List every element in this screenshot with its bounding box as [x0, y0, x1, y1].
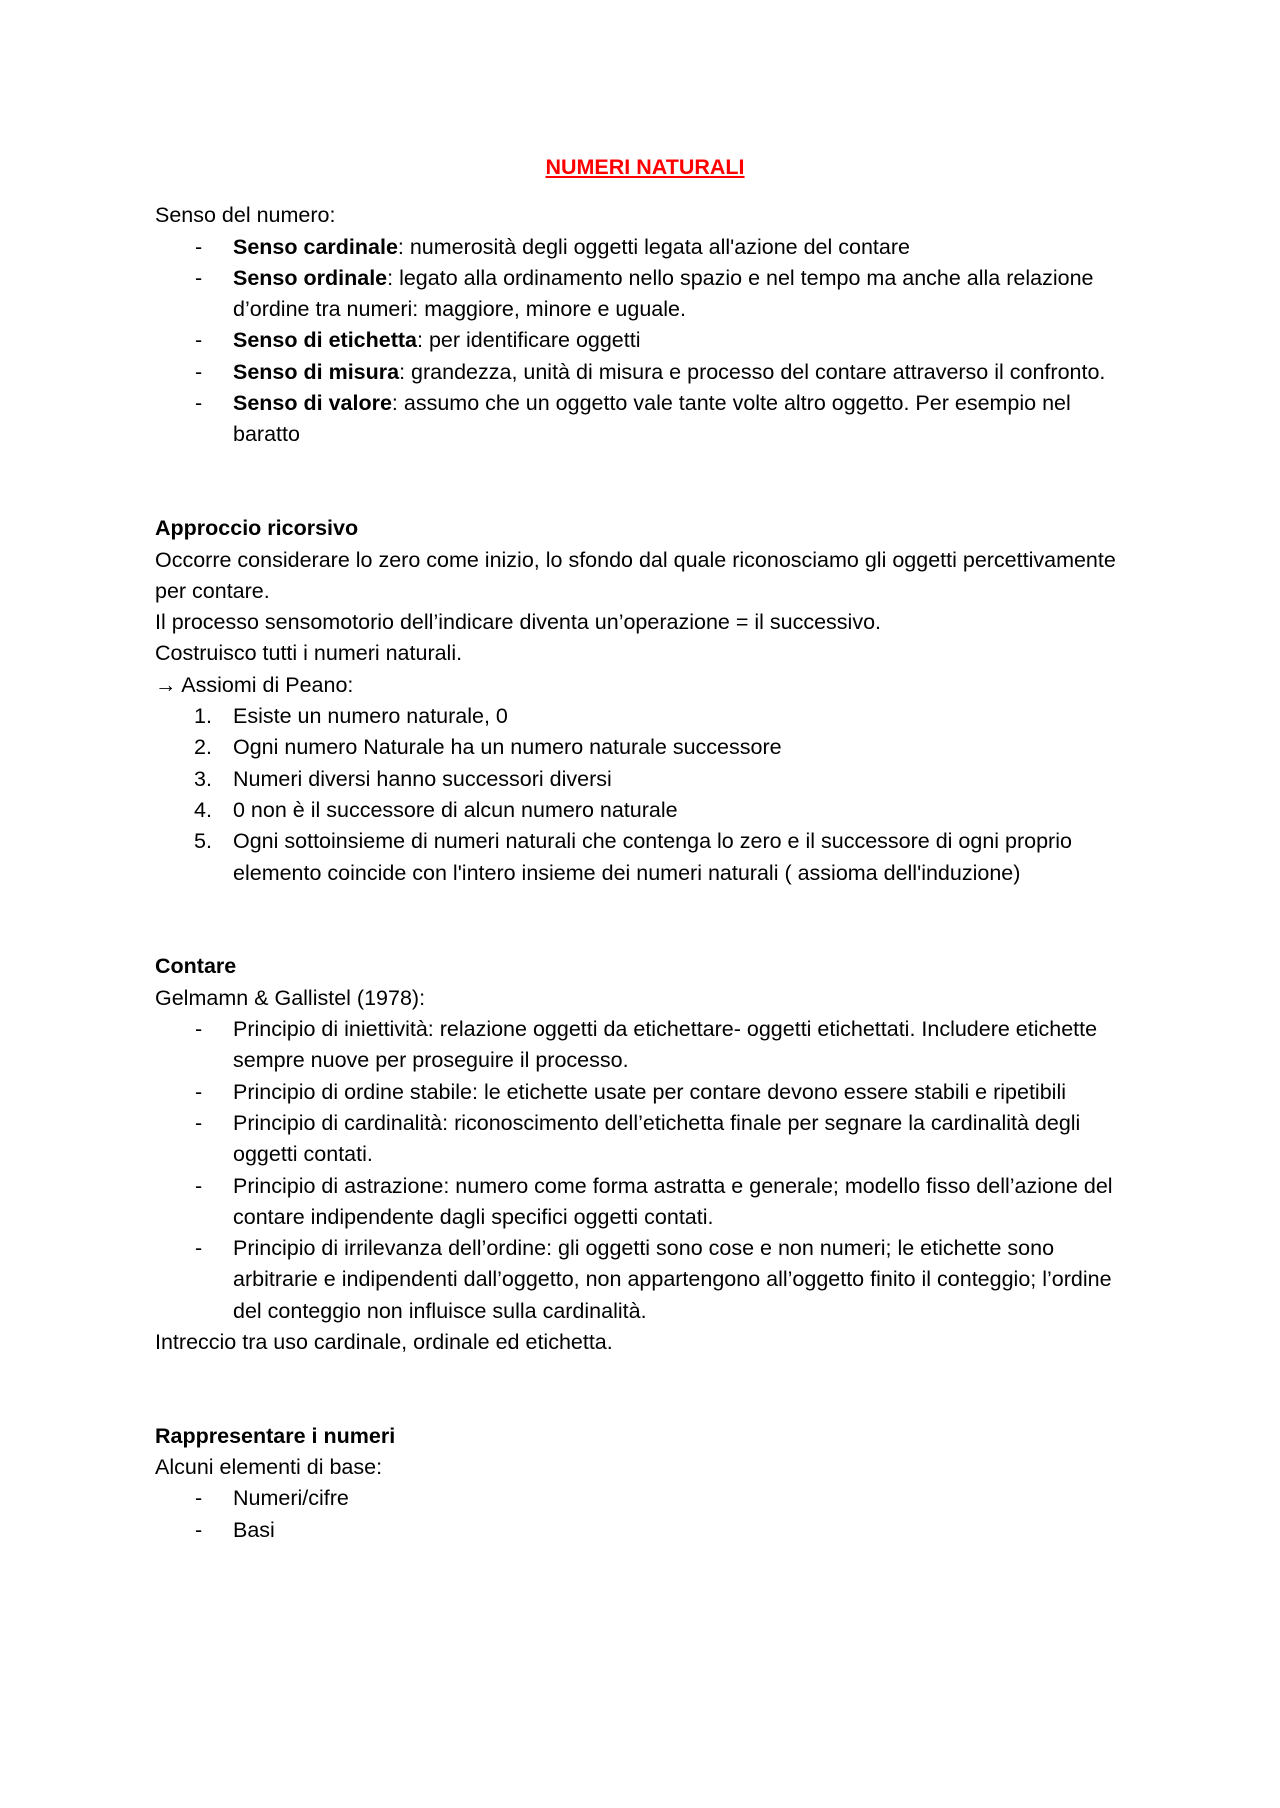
- list-item: [155, 388, 1135, 451]
- list-item-text: Ogni numero Naturale ha un numero naturale successore: [233, 735, 782, 760]
- document-content: [155, 152, 1135, 1546]
- list-item-term: Senso cardinale: [233, 234, 398, 259]
- section-spacer: [155, 1358, 1135, 1421]
- section-heading-contare: Contare: [155, 954, 237, 979]
- list-item: [155, 325, 1135, 356]
- list-item-text: : grandezza, unità di misura e processo del contare attraverso il confronto.: [399, 359, 1106, 384]
- axioms-list: [155, 701, 1135, 889]
- section-heading-rappresentare: Rappresentare i numeri: [155, 1423, 396, 1448]
- elements-list: [155, 1483, 1135, 1546]
- list-item: - Principio di cardinalità: riconoscimento dell’etichetta finale per segnare la cardinalità degli oggetti contati.: [155, 1108, 1135, 1171]
- section-heading-ricorsivo: Approccio ricorsivo: [155, 516, 359, 541]
- list-item-number: 4.: [194, 797, 212, 822]
- contare-intro: Gelmamn & Gallistel (1978):: [155, 985, 426, 1010]
- senso-intro: Senso del numero:: [155, 203, 336, 228]
- list-item: [155, 263, 1135, 326]
- senso-list: [155, 232, 1135, 451]
- list-item-text: : numerosità degli oggetti legata all'azione del contare: [397, 234, 910, 259]
- list-item: [155, 357, 1135, 388]
- list-item: [155, 764, 1135, 795]
- principles-list: [155, 1014, 1135, 1327]
- paragraph: → Assiomi di Peano:: [155, 672, 354, 697]
- list-item-text: : legato alla ordinamento nello spazio e nel tempo ma anche alla relazione d’ordine tra numeri: maggiore, minore e uguale.: [233, 265, 1094, 322]
- section-spacer: [155, 889, 1135, 952]
- page-title: NUMERI NATURALI: [545, 155, 745, 179]
- list-item: [155, 701, 1135, 732]
- contare-outro: Intreccio tra uso cardinale, ordinale ed etichetta.: [155, 1329, 613, 1354]
- list-item: - Principio di irrilevanza dell’ordine: gli oggetti sono cose e non numeri; le etichette sono arbitrarie e indipendenti dall’oggetto, non appartengono all’oggetto finito il conteggio; l’ordine del conteggio non influisce sulla cardinalità.: [155, 1233, 1135, 1327]
- list-item: - Principio di ordine stabile: le etichette usate per contare devono essere stabili e ripetibili: [155, 1077, 1135, 1108]
- list-item: - Basi: [155, 1515, 1135, 1546]
- list-item-text: Ogni sottoinsieme di numeri naturali che contenga lo zero e il successore di ogni proprio elemento coincide con l'intero insieme dei numeri naturali ( assioma dell'induzione): [233, 829, 1072, 885]
- list-item-number: 3.: [194, 766, 212, 791]
- list-item-term: Senso di misura: [233, 359, 400, 384]
- list-item: - Principio di iniettività: relazione oggetti da etichettare- oggetti etichettati. Includere etichette sempre nuove per proseguire il processo.: [155, 1014, 1135, 1077]
- list-item-term: Senso di etichetta: [233, 328, 417, 353]
- list-item-text: : assumo che un oggetto vale tante volte altro oggetto. Per esempio nel baratto: [233, 391, 1071, 447]
- list-item-text: : per identificare oggetti: [417, 328, 641, 353]
- list-item: - Principio di astrazione: numero come forma astratta e generale; modello fisso dell’azione del contare indipendente dagli specifici oggetti contati.: [155, 1171, 1135, 1234]
- list-item: [155, 795, 1135, 826]
- list-item: [155, 826, 1135, 889]
- rappresentare-intro: Alcuni elementi di base:: [155, 1455, 383, 1480]
- list-item-number: 2.: [194, 735, 212, 760]
- list-item: [155, 732, 1135, 763]
- list-item-text: 0 non è il successore di alcun numero naturale: [233, 797, 678, 822]
- section-spacer: [155, 451, 1135, 514]
- list-item-number: 5.: [194, 829, 212, 854]
- paragraph: Occorre considerare lo zero come inizio, lo sfondo dal quale riconosciamo gli oggetti percettivamente per contare.: [155, 547, 1116, 603]
- list-item-term: Senso di valore: [233, 391, 392, 416]
- list-item-text: Esiste un numero naturale, 0: [233, 704, 508, 729]
- list-item-text: Numeri diversi hanno successori diversi: [233, 766, 612, 791]
- list-item: [155, 232, 1135, 263]
- list-item-term: Senso ordinale: [233, 265, 388, 290]
- paragraph: Il processo sensomotorio dell’indicare diventa un’operazione = il successivo.: [155, 610, 882, 635]
- paragraph: Costruisco tutti i numeri naturali.: [155, 641, 463, 666]
- list-item-number: 1.: [194, 704, 212, 729]
- list-item: - Numeri/cifre: [155, 1483, 1135, 1514]
